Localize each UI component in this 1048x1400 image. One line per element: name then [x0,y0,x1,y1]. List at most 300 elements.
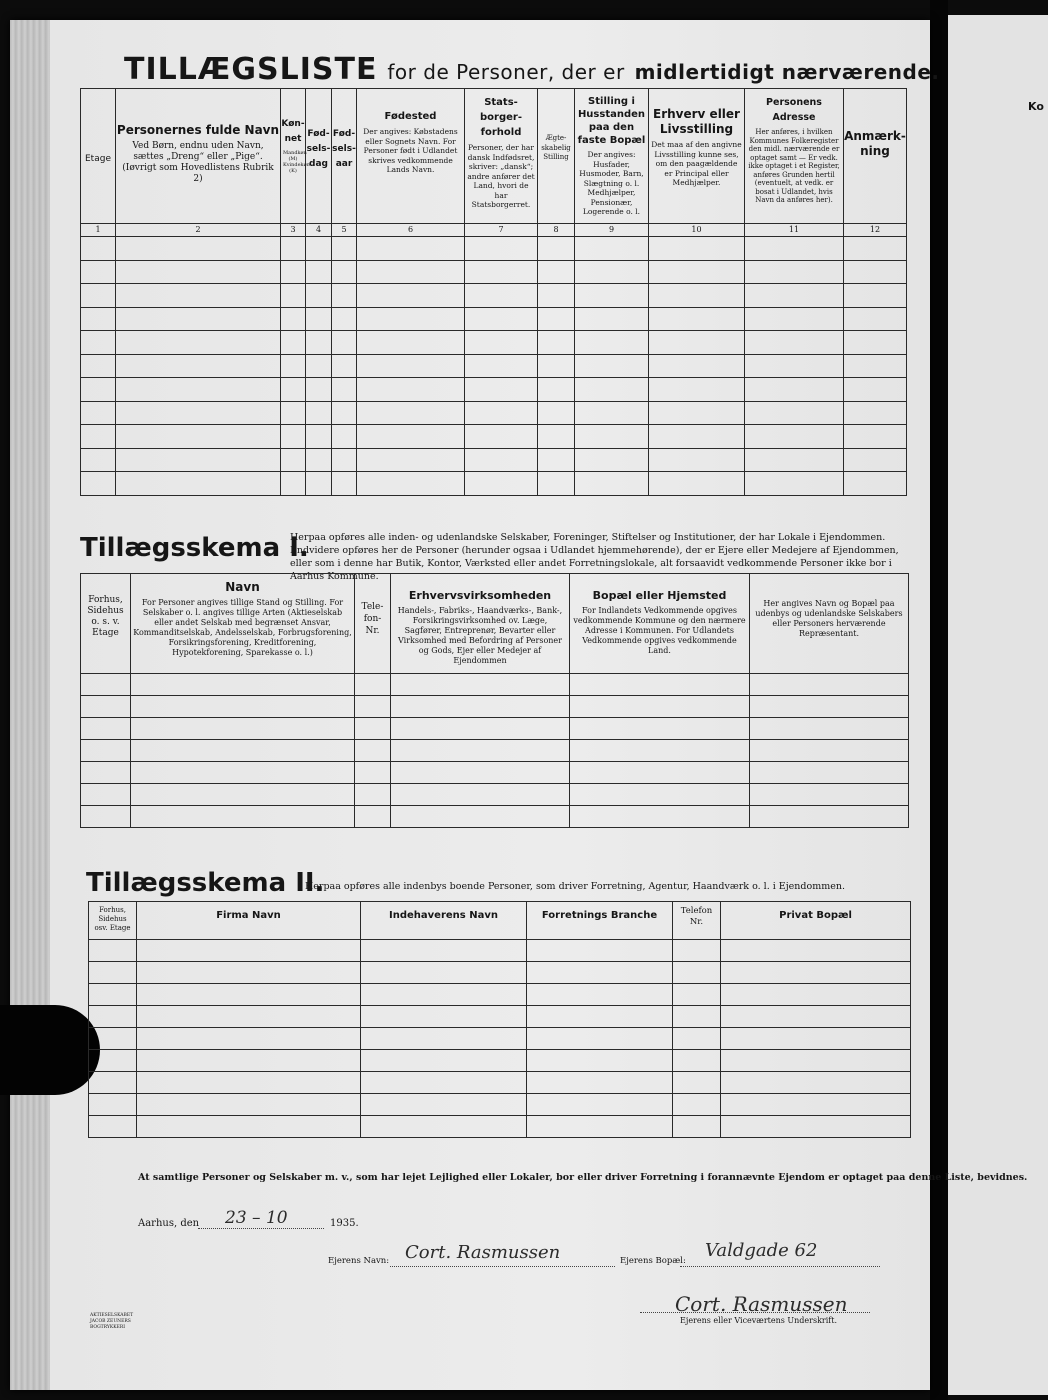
table-cell [465,331,538,355]
table-cell [844,284,907,308]
table-cell [81,762,131,784]
list-row [81,260,907,284]
table-cell [137,1094,361,1116]
table-cell [570,740,750,762]
table-cell [575,284,649,308]
list-row [81,378,907,402]
place-label: Aarhus, den [138,1218,200,1229]
table-cell [538,331,575,355]
list-header-row [81,89,907,224]
table-cell [81,284,116,308]
certification-text: At samtlige Personer og Selskaber m. v., som har lejet Lejlighed eller Lokaler, bor eller driver Forretning i forannævnte Ejendom er optaget paa denne Liste, bevidnes. [138,1172,1028,1183]
schedule-1-row [81,674,909,696]
schedule-2-row [89,1094,911,1116]
table-cell [306,307,332,331]
schedule-2-row [89,1116,911,1138]
table-cell [649,401,745,425]
table-cell [81,472,116,496]
table-cell [745,237,844,261]
table-cell [355,674,391,696]
table-cell [361,984,527,1006]
table-cell [137,1028,361,1050]
table-cell [721,984,911,1006]
table-cell [649,284,745,308]
table-cell [527,1094,673,1116]
table-cell [570,762,750,784]
table-cell [306,401,332,425]
table-cell [570,718,750,740]
table-cell [649,425,745,449]
col-etage: Etage [81,89,116,224]
table-cell [281,378,306,402]
table-cell [357,331,465,355]
table-cell [281,401,306,425]
col-marital: Ægte-skabelig Stilling [538,89,575,224]
table-cell [538,425,575,449]
table-cell [745,378,844,402]
table-cell [281,472,306,496]
s2-col-branch: Forretnings Branche [527,902,673,940]
schedule-1-header-row [81,574,909,674]
table-cell [649,260,745,284]
table-cell [306,260,332,284]
col-num: 1 [81,224,116,237]
list-row [81,472,907,496]
table-cell [81,718,131,740]
schedule-1-row [81,806,909,828]
table-cell [332,354,357,378]
table-cell [527,1006,673,1028]
owner-address-label: Ejerens Bopæl: [620,1256,686,1266]
col-remark: Anmærk-ning [844,89,907,224]
list-row [81,354,907,378]
table-cell [750,762,909,784]
table-cell [649,448,745,472]
table-cell [575,260,649,284]
table-cell [465,378,538,402]
table-cell [306,378,332,402]
table-cell [465,472,538,496]
schedule-2-row [89,1006,911,1028]
table-cell [750,718,909,740]
table-cell [570,696,750,718]
s1-col-floor: Forhus, Sidehus o. s. v. Etage [81,574,131,674]
page-title [124,52,940,87]
table-cell [575,237,649,261]
table-cell [81,378,116,402]
s1-col-representative: Her angives Navn og Bopæl paa udenbys og udenlandske Selskabers eller Personers herværende Repræsentant. [750,574,909,674]
table-cell [361,1116,527,1138]
table-cell [844,425,907,449]
table-cell [137,962,361,984]
table-cell [745,331,844,355]
table-cell [332,425,357,449]
table-cell [355,740,391,762]
title-emph: midlertidigt nærværende. [634,60,940,84]
table-cell [527,1072,673,1094]
table-cell [844,448,907,472]
schedule-2-row [89,1072,911,1094]
table-cell [131,718,355,740]
table-cell [673,1006,721,1028]
table-cell [332,284,357,308]
table-cell [306,448,332,472]
schedule-2-row [89,1028,911,1050]
handwritten-date: 23 – 10 [225,1208,288,1228]
table-cell [357,425,465,449]
table-cell [391,696,570,718]
table-cell [281,284,306,308]
list-row [81,307,907,331]
col-citizenship: Stats-borger-forhold Personer, der har dansk Indfødsret, skriver: „dansk“; andre anfører det Land, hvori de har Statsborgerret. [465,89,538,224]
title-main: TILLÆGSLISTE [124,52,378,87]
table-cell [649,237,745,261]
table-cell [357,237,465,261]
table-cell [527,1116,673,1138]
table-cell [306,237,332,261]
table-cell [575,401,649,425]
s2-col-floor: Forhus, Sidehus osv. Etage [89,902,137,940]
signature-line [640,1312,870,1313]
table-cell [538,378,575,402]
table-cell [81,307,116,331]
table-cell [575,448,649,472]
table-cell [116,307,281,331]
table-cell [281,448,306,472]
table-cell [137,1006,361,1028]
table-cell [649,307,745,331]
table-cell [844,237,907,261]
table-cell [116,472,281,496]
table-cell [116,425,281,449]
table-cell [116,401,281,425]
col-num: 8 [538,224,575,237]
table-cell [131,740,355,762]
table-cell [116,260,281,284]
schedule-2-table [88,901,911,1138]
table-cell [89,984,137,1006]
table-cell [721,1116,911,1138]
table-cell [332,307,357,331]
col-sex: Køn-net Mandkøn (M) Kvindekøn (K) [281,89,306,224]
table-cell [750,740,909,762]
table-cell [673,1094,721,1116]
s2-col-private-address: Privat Bopæl [721,902,911,940]
col-num: 6 [357,224,465,237]
date-line [198,1228,324,1229]
table-cell [306,284,332,308]
table-cell [116,448,281,472]
table-cell [745,425,844,449]
table-cell [81,740,131,762]
table-cell [116,237,281,261]
col-name: Personernes fulde Navn Ved Børn, endnu uden Navn, sættes „Dreng“ eller „Pige“. (Iøvrigt som Hovedlistens Rubrik 2) [116,89,281,224]
table-cell [465,448,538,472]
col-num: 10 [649,224,745,237]
table-cell [649,354,745,378]
col-num: 5 [332,224,357,237]
table-cell [844,260,907,284]
schedule-1-row [81,762,909,784]
col-num: 3 [281,224,306,237]
schedule-1-title: Tillægsskema I. [80,533,309,563]
table-cell [538,354,575,378]
schedule-1-row [81,784,909,806]
table-cell [538,401,575,425]
s1-col-business: Erhvervsvirksomheden Handels-, Fabriks-, Haandværks-, Bank-, Forsikringsvirksomhed ov. Læge, Sagfører, Entreprenør, Bevarter eller Virksomhed med Befordring af Personer og Gods, Ejer eller Medejer af Ejendommen [391,574,570,674]
col-address: Personens Adresse Her anføres, i hvilken Kommunes Folkeregister den midl. nærværende er optaget samt — Er vedk. ikke optaget i et Register, anføres Grunden hertil (eventuelt, at vedk. er bosat i Udlandet, hvis Navn da anføres her). [745,89,844,224]
table-cell [355,696,391,718]
table-cell [745,354,844,378]
table-cell [538,307,575,331]
table-cell [575,472,649,496]
table-cell [570,806,750,828]
s1-col-phone: Tele-fon-Nr. [355,574,391,674]
table-cell [721,1094,911,1116]
schedule-1-table [80,573,909,828]
table-cell [81,448,116,472]
table-cell [465,401,538,425]
signature-label: Ejerens eller Viceværtens Underskrift. [680,1316,838,1325]
table-cell [673,1028,721,1050]
list-row [81,448,907,472]
table-cell [391,740,570,762]
table-cell [391,718,570,740]
table-cell [137,1116,361,1138]
table-cell [745,472,844,496]
table-cell [361,1006,527,1028]
table-cell [649,331,745,355]
table-cell [131,806,355,828]
owner-name-signature: Cort. Rasmussen [405,1242,561,1263]
col-num: 12 [844,224,907,237]
table-cell [332,237,357,261]
table-cell [391,784,570,806]
table-cell [131,762,355,784]
table-cell [575,331,649,355]
table-cell [721,1006,911,1028]
table-cell [281,260,306,284]
table-cell [81,674,131,696]
list-row [81,284,907,308]
col-num: 4 [306,224,332,237]
table-cell [575,354,649,378]
table-cell [281,237,306,261]
s1-col-residence: Bopæl eller Hjemsted For Indlandets Vedkommende opgives vedkommende Kommune og den nærmere Adresse i Kommunen. For Udlandets Vedkommende opgives vedkommende Land. [570,574,750,674]
table-cell [89,1006,137,1028]
table-cell [391,762,570,784]
table-cell [281,331,306,355]
table-cell [673,962,721,984]
table-cell [745,260,844,284]
table-cell [89,940,137,962]
table-cell [306,425,332,449]
table-cell [131,784,355,806]
table-cell [137,940,361,962]
schedule-1-row [81,740,909,762]
table-cell [721,962,911,984]
table-cell [306,331,332,355]
table-cell [465,307,538,331]
schedule-1-row [81,718,909,740]
table-cell [465,237,538,261]
col-num: 9 [575,224,649,237]
col-num: 7 [465,224,538,237]
table-cell [844,401,907,425]
table-cell [570,784,750,806]
table-cell [137,1050,361,1072]
table-cell [355,718,391,740]
col-occupation: Erhverv eller Livsstilling Det maa af den angivne Livsstilling kunne ses, om den paagældende er Principal eller Medhjælper. [649,89,745,224]
table-cell [357,354,465,378]
table-cell [844,378,907,402]
table-cell [361,1028,527,1050]
schedule-2-row [89,1050,911,1072]
col-household-position: Stilling i Husstanden paa den faste Bopæl Der angives: Husfader, Husmoder, Barn, Slægtning o. l. Medhjælper, Pensionær, Logerende o. l. [575,89,649,224]
table-cell [673,984,721,1006]
table-cell [89,1116,137,1138]
table-cell [745,307,844,331]
table-cell [137,1072,361,1094]
schedule-1-row [81,696,909,718]
table-cell [89,1050,137,1072]
table-cell [89,1072,137,1094]
owner-address-handwritten: Valdgade 62 [705,1240,818,1261]
table-cell [332,260,357,284]
table-cell [745,401,844,425]
table-cell [575,378,649,402]
table-cell [81,806,131,828]
table-cell [649,472,745,496]
table-cell [527,984,673,1006]
table-cell [116,331,281,355]
table-cell [81,401,116,425]
table-cell [357,401,465,425]
table-cell [750,806,909,828]
list-row [81,331,907,355]
owner-address-line [680,1266,880,1267]
list-row [81,401,907,425]
facing-page-text: Ko [1028,100,1044,113]
table-cell [527,1050,673,1072]
table-cell [131,696,355,718]
table-cell [306,354,332,378]
list-row [81,425,907,449]
binding-edge [10,20,50,1390]
owner-signature: Cort. Rasmussen [675,1292,848,1316]
col-birthday: Fød-sels-dag [306,89,332,224]
table-cell [673,1072,721,1094]
col-birthyear: Fød-sels-aar [332,89,357,224]
table-cell [673,1050,721,1072]
year-label: 1935. [330,1218,359,1229]
table-cell [745,448,844,472]
schedule-2-intro: Herpaa opføres alle indenbys boende Personer, som driver Forretning, Agentur, Haandværk o. l. i Ejendommen. [305,881,845,892]
table-cell [750,674,909,696]
schedule-2-row [89,962,911,984]
table-cell [81,696,131,718]
table-cell [89,962,137,984]
table-cell [332,401,357,425]
table-cell [361,1072,527,1094]
table-cell [570,674,750,696]
table-cell [721,940,911,962]
schedule-2-row [89,984,911,1006]
table-cell [844,331,907,355]
table-cell [357,284,465,308]
table-cell [81,425,116,449]
schedule-2-row [89,940,911,962]
table-cell [131,674,355,696]
table-cell [116,354,281,378]
table-cell [361,1050,527,1072]
owner-name-line [390,1266,615,1267]
owner-name-label: Ejerens Navn: [328,1256,390,1266]
col-num: 11 [745,224,844,237]
table-cell [89,1094,137,1116]
table-cell [538,284,575,308]
table-cell [527,940,673,962]
table-cell [391,674,570,696]
table-cell [357,448,465,472]
table-cell [332,448,357,472]
thumb-shadow [0,1005,100,1095]
table-cell [844,472,907,496]
list-number-row [81,224,907,237]
table-cell [721,1050,911,1072]
table-cell [465,284,538,308]
table-cell [361,962,527,984]
schedule-1-intro: Herpaa opføres alle inden- og udenlandske Selskaber, Foreninger, Stiftelser og Institutioner, der har Lokale i Ejendommen. Endvidere opføres her de Personer (herunder ogsaa i Udlandet hjemmehørende), der er Ejere eller Medejere af Ejendommen, eller som i denne har Butik, Kontor, Værksted eller andet Forretningslokale, alt forsaavidt vedkommende Personer ikke bor i Aarhus Kommune. [290,532,899,582]
table-cell [750,696,909,718]
table-cell [538,260,575,284]
table-cell [355,784,391,806]
list-row [81,237,907,261]
title-sub: for de Personer, der er [387,60,625,84]
s2-col-firm: Firma Navn [137,902,361,940]
table-cell [465,354,538,378]
table-cell [575,425,649,449]
table-cell [721,1072,911,1094]
table-cell [81,784,131,806]
printer-imprint: AKTIESELSKABET JACOB ZEUNERS BOGTRYKKERI [90,1313,134,1330]
col-num: 2 [116,224,281,237]
table-cell [332,331,357,355]
supplement-list-table [80,88,907,496]
table-cell [527,1028,673,1050]
table-cell [465,260,538,284]
table-cell [357,260,465,284]
s1-col-name: Navn For Personer angives tillige Stand og Stilling. For Selskaber o. l. angives tillige Arten (Aktieselskab eller andet Selskab med begrænset Ansvar, Kommanditselskab, Andelsselskab, Forbrugsforening, Forsikringsforening, Kreditforening, Hypotekforening, Sparekasse o. l.) [131,574,355,674]
table-cell [357,378,465,402]
table-cell [465,425,538,449]
table-cell [538,472,575,496]
table-cell [89,1028,137,1050]
table-cell [391,806,570,828]
table-cell [355,762,391,784]
s2-col-owner: Indehaverens Navn [361,902,527,940]
table-cell [81,237,116,261]
table-cell [116,378,281,402]
table-cell [575,307,649,331]
table-cell [355,806,391,828]
table-cell [361,1094,527,1116]
table-cell [538,448,575,472]
table-cell [538,237,575,261]
table-cell [721,1028,911,1050]
table-cell [81,354,116,378]
table-cell [281,354,306,378]
